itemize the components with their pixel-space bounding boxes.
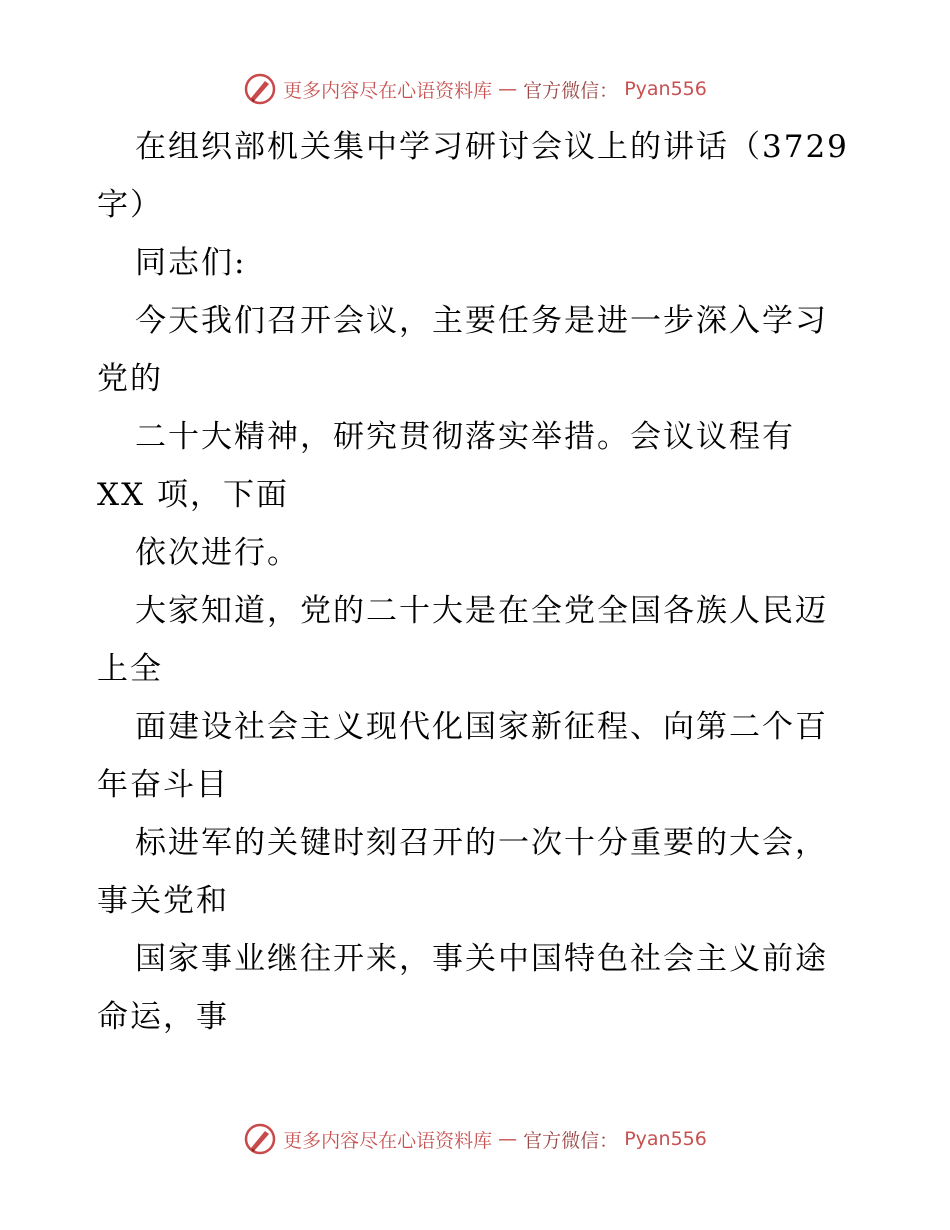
- text-line: 依次进行。: [135, 535, 300, 571]
- watermark-wechat-id: Pyan556: [624, 78, 707, 100]
- document-body: [97, 118, 857, 1046]
- text-line: 今天我们召开会议，主要任务是进一步深入学习: [135, 303, 828, 339]
- text-line: 字）: [97, 187, 163, 223]
- text-line: 国家事业继往开来，事关中国特色社会主义前途: [135, 941, 828, 977]
- watermark-site-text: 更多内容尽在心语资料库: [283, 79, 493, 102]
- text-line: 在组织部机关集中学习研讨会议上的讲话（3729: [135, 129, 849, 165]
- header-watermark: [0, 72, 950, 106]
- text-line: 大家知道，党的二十大是在全党全国各族人民迈: [135, 593, 828, 629]
- pen-logo-icon: [243, 1122, 277, 1156]
- text-line: 面建设社会主义现代化国家新征程、向第二个百: [135, 709, 828, 745]
- text-line: 事关党和: [97, 883, 229, 919]
- watermark-dash: —: [498, 1128, 518, 1150]
- text-line: 二十大精神，研究贯彻落实举措。会议议程有: [135, 419, 795, 455]
- watermark-wechat-id: Pyan556: [624, 1128, 707, 1150]
- text-line: 命运，事: [97, 999, 229, 1035]
- watermark-site-text: 更多内容尽在心语资料库: [283, 1129, 493, 1152]
- text-line: XX 项，下面: [97, 477, 289, 513]
- text-line: 上全: [97, 651, 163, 687]
- watermark-wechat-label: 官方微信：: [523, 79, 619, 102]
- watermark-dash: —: [498, 78, 518, 100]
- watermark-wechat-label: 官方微信：: [523, 1129, 619, 1152]
- text-line: 同志们:: [135, 245, 247, 281]
- text-line: 党的: [97, 361, 163, 397]
- pen-logo-icon: [243, 72, 277, 106]
- text-line: 年奋斗目: [97, 767, 229, 803]
- footer-watermark: [0, 1122, 950, 1156]
- text-line: 标进军的关键时刻召开的一次十分重要的大会，: [135, 825, 828, 861]
